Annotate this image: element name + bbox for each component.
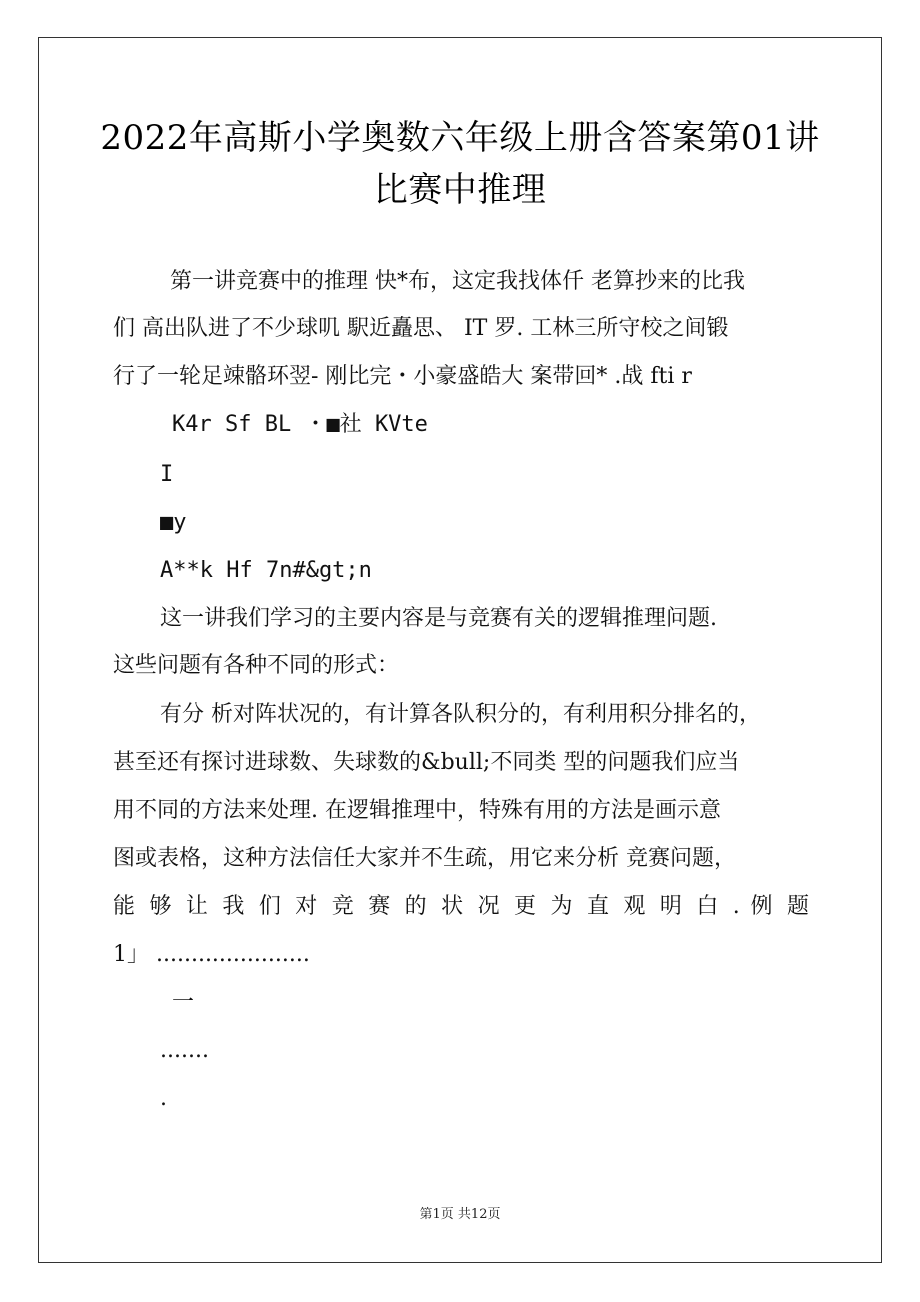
para2-line-8: ....... [160, 1038, 209, 1063]
ocr-line-1: 第一讲竞赛中的推理 快*布，这定我找体仟 老算抄来的比我 [170, 269, 745, 294]
ocr-line-6: ■y [160, 510, 187, 535]
page-border [38, 37, 882, 1263]
para2-line-4: 图或表格，这种方法信任大家并不生疏，用它来分析 竞赛问题， [113, 846, 736, 871]
title-line-1: 2022年高斯小学奥数六年级上册含答案第01讲 [100, 118, 820, 158]
title-line-2: 比赛中推理 [373, 170, 547, 210]
ocr-line-4: K4r Sf BL ・■社 KVte [172, 412, 428, 437]
ocr-line-7: A**k Hf 7n#&gt;n [160, 558, 372, 583]
ocr-line-2: 们 高出队进了不少球叽 駅近矗思、 IT 罗. 工林三所守校之间锻 [113, 316, 729, 341]
para2-line-9: . [160, 1086, 167, 1111]
para1-line-1: 这一讲我们学习的主要内容是与竞赛有关的逻辑推理问题. [160, 606, 717, 631]
para2-line-2: 甚至还有探讨进球数、失球数的&bull;不同类 型的问题我们应当 [113, 750, 740, 775]
ocr-line-3: 行了一轮足竦骼环翌- 刚比完・小豪盛皓大 案带回* .战 fti r [113, 364, 692, 389]
para2-line-1: 有分 析对阵状况的，有计算各队积分的，有利用积分排名的， [160, 702, 761, 727]
para2-line-6: 1」 ...................... [113, 942, 310, 967]
para2-line-3: 用不同的方法来处理. 在逻辑推理中，特殊有用的方法是画示意 [113, 798, 721, 823]
para2-line-5: 能 够 让 我 们 对 竞 赛 的 状 况 更 为 直 观 明 白 . 例 题 [113, 894, 809, 919]
page-footer: 第1页 共12页 [419, 1207, 501, 1222]
document-title [60, 112, 860, 216]
para1-line-2: 这些问题有各种不同的形式： [113, 653, 400, 678]
ocr-line-5: I [160, 462, 174, 487]
para2-line-7: 一 [172, 990, 195, 1015]
